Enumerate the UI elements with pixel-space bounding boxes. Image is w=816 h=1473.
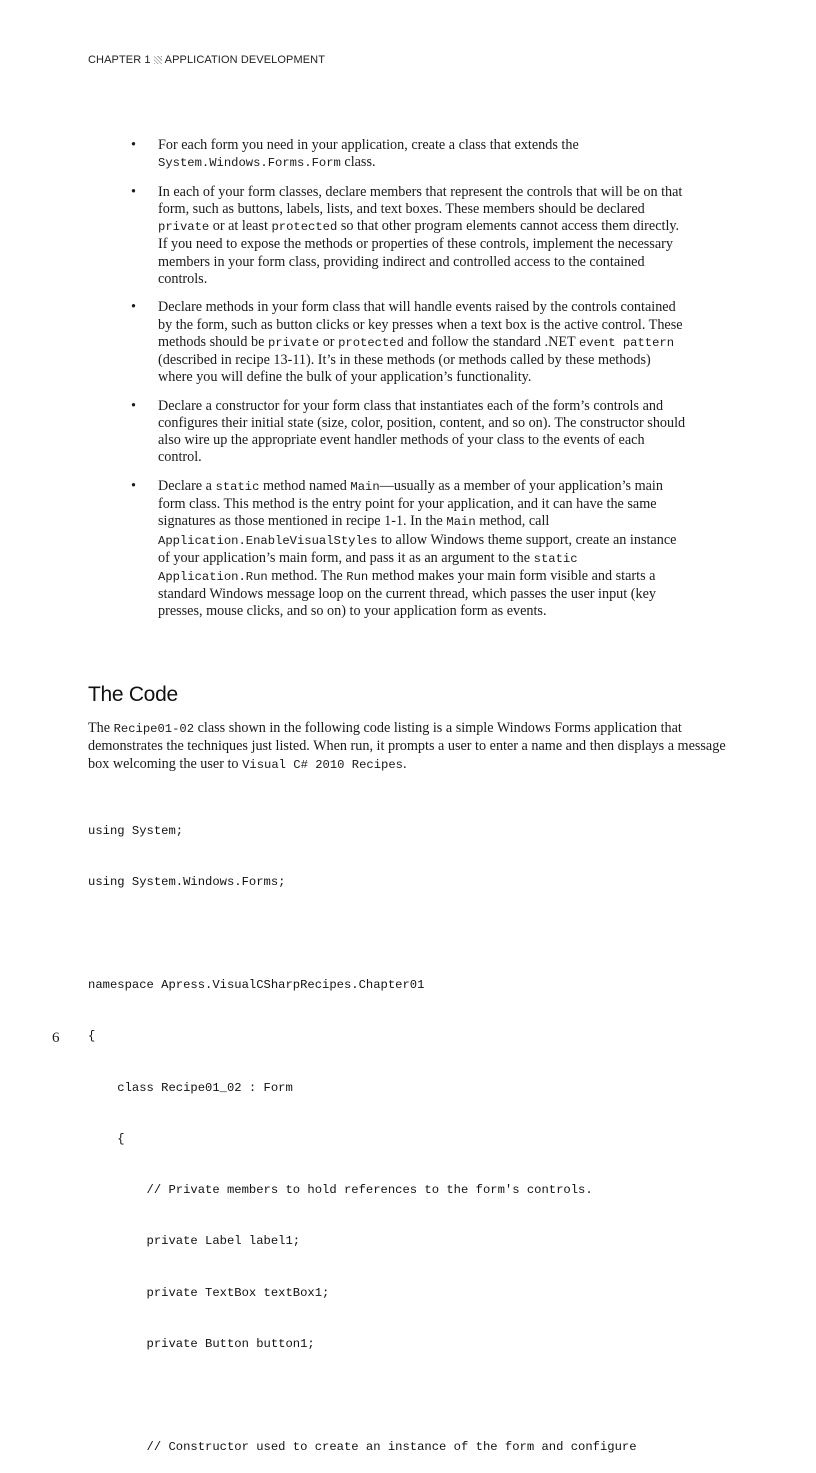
bullet-text: Declare a	[158, 478, 216, 495]
bullet-text: For each form you need in your application, create a class that extends the	[158, 137, 579, 153]
code-line: {	[88, 1029, 96, 1044]
inline-code: Application.Run	[158, 570, 268, 585]
inline-code: event pattern	[578, 335, 675, 350]
bullet-item	[128, 299, 688, 386]
bullet-text: Declare a constructor for your form class that instantiates each of the form’s controls and configures their initial state (size, color, position, content, and so on). The constructor should also wire up the appropriate event handler methods of your class to the events of each control.	[158, 397, 686, 466]
bullet-text: or	[319, 333, 339, 350]
inline-code: Run	[346, 570, 369, 585]
inline-code: Main	[446, 515, 476, 530]
inline-code: Visual C# 2010 Recipes	[242, 757, 403, 772]
code-line: private Label label1;	[88, 1234, 301, 1249]
chapter-title: APPLICATION DEVELOPMENT	[164, 54, 326, 66]
bullet-text: so that other program elements cannot access them directly. If you need to expose the methods or properties of these controls, implement the necessary members in your form class, providing indirect and controlled access to the contained controls.	[158, 218, 680, 287]
bullet-text: method, call	[475, 513, 550, 530]
page-number: 6	[52, 1030, 60, 1046]
chapter-label: CHAPTER 1	[88, 54, 151, 66]
bullet-text: Declare methods in your form class that will handle events raised by the controls contained by the form, such as button clicks or key presses when a text box is the active control. These methods should be	[158, 299, 683, 350]
code-line: private Button button1;	[88, 1337, 315, 1351]
inline-code: protected	[338, 335, 404, 350]
intro-text: The	[88, 720, 114, 736]
bullet-item	[128, 398, 688, 467]
code-line: // Constructor used to create an instance of the form and configure	[88, 1439, 637, 1454]
inline-code: protected	[271, 220, 338, 235]
bullet-item	[128, 184, 688, 288]
inline-code: Recipe01-02	[113, 722, 195, 736]
inline-code: static	[533, 551, 578, 566]
inline-code: static	[215, 480, 260, 495]
separator-square-icon	[154, 56, 162, 64]
bullet-text: method makes your main form visible and starts a standard Windows message loop on the current thread, which passes the user input (key presses, mouse clicks, and so on) to your application form as events.	[158, 568, 656, 620]
bullet-icon: •	[131, 397, 136, 414]
bullet-icon: •	[131, 137, 136, 153]
inline-code: Application.EnableVisualStyles	[158, 533, 378, 548]
bullet-text: to allow Windows theme support, create an instance of your application’s main form, and pass it as an argument to the	[158, 531, 677, 566]
code-line: {	[88, 1131, 125, 1146]
bullet-text: method. The	[267, 568, 347, 585]
inline-code: Main	[350, 480, 380, 495]
bullet-icon: •	[131, 478, 136, 495]
bullet-item	[128, 137, 688, 172]
code-line: using System.Windows.Forms;	[88, 875, 286, 890]
bullet-text: class.	[340, 154, 376, 171]
code-line: namespace Apress.VisualCSharpRecipes.Chapter01	[88, 978, 425, 993]
bullet-text: —usually as a member of your application’s main form class. This method is the entry point for your application, and it can have the same signatures as those mentioned in recipe 1-1. In the	[158, 478, 663, 530]
inline-code: System.Windows.Forms.Form	[158, 156, 341, 171]
section-title: The Code	[88, 683, 178, 706]
inline-code: private	[267, 335, 320, 350]
bullet-item	[128, 478, 688, 621]
bullet-icon: •	[131, 299, 136, 316]
running-head	[88, 54, 325, 66]
code-line: private TextBox textBox1;	[88, 1285, 330, 1300]
bullet-icon: •	[131, 183, 136, 200]
intro-text: class shown in the following code listing is a simple Windows Forms application that demonstrates the techniques just listed. When run, it prompts a user to enter a name and then displays a message box welcoming the user to	[88, 720, 726, 772]
bullet-text: (described in recipe 13-11). It’s in these methods (or methods called by these methods) where you will define the bulk of your application’s functionality.	[158, 352, 651, 386]
code-line: class Recipe01_02 : Form	[88, 1080, 293, 1095]
code-line	[88, 1387, 637, 1404]
bullet-text: or at least	[209, 218, 272, 235]
code-line	[88, 926, 637, 943]
inline-code: private	[158, 220, 210, 235]
bullet-list	[128, 137, 688, 632]
bullet-text: In each of your form classes, declare members that represent the controls that will be on that form, such as buttons, labels, lists, and text boxes. These members should be declared	[158, 183, 683, 217]
intro-paragraph	[88, 720, 733, 774]
bullet-text: and follow the standard .NET	[403, 333, 579, 350]
code-listing	[88, 789, 637, 1473]
intro-text: .	[402, 755, 407, 772]
bullet-text: method named	[259, 478, 351, 495]
code-line: // Private members to hold references to the form's controls.	[88, 1183, 593, 1198]
code-line: using System;	[88, 824, 184, 839]
